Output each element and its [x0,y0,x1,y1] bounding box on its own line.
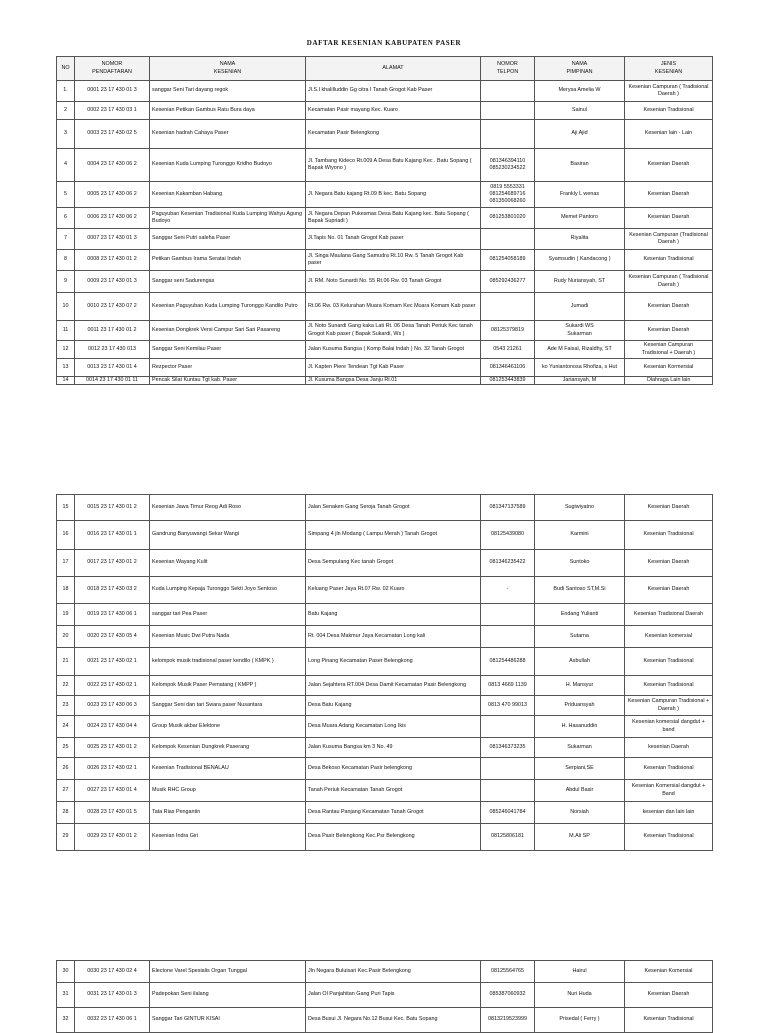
address: Jl. RM. Noto Sunardi No. 55 Rt.06 Rw. 03 Tanah Grogot [306,271,481,293]
row-number: 17 [57,550,75,577]
registry-table-3 [56,960,713,1033]
table-row [57,149,713,182]
art-type: Kesenian Daerah [625,208,713,229]
address: Jl. Noto Sunardi Gang kaka Lati Rt. 06 Desa Tanah Periuk Kec tanah Grogot Kab paser ( Bapak Sukardi, Ws ) [306,321,481,341]
table-row [57,321,713,341]
phone-number: 0819 5553331 [490,183,525,190]
registration-number: 0003 23 17 430 02 5 [75,120,150,149]
phone-number: 081350068260 [489,198,526,205]
row-number: 12 [57,341,75,359]
art-group-name: sanggar Seni Tari dayang regok [150,81,306,102]
table-row [57,208,713,229]
art-group-name: Kelompok Kesenian Dungkrek Paserang [150,738,306,758]
leader-name: Prisedal ( Ferry ) [535,1008,625,1033]
row-number: 16 [57,521,75,550]
registration-number: 0011 23 17 430 01 2 [75,321,150,341]
phone-number: 085387060932 [489,991,526,998]
row-number: 25 [57,738,75,758]
phone-cell [481,676,535,696]
header-row [57,57,713,81]
table-row [57,550,713,577]
art-group-name: Kesenian Wayang Kulit [150,550,306,577]
address: Jalan Ol Panjahitan Gang Puri Tapis [306,983,481,1008]
registration-number: 0029 23 17 430 01 2 [75,824,150,851]
art-group-name: Sanggar Seni Kemilau Paser [150,341,306,359]
phone-cell [481,961,535,983]
phone-cell [481,321,535,341]
address: Long Pinang Kecamatan Paser Belengkong [306,648,481,676]
phone-cell [481,577,535,604]
registration-number: 0025 23 17 430 01 2 [75,738,150,758]
phone-number: 081347137589 [489,503,526,510]
leader-name: Jumadi [535,293,625,321]
address: Kecamatan Pasir Belengkong [306,120,481,149]
art-group-name: Kesenian Music Dwi Putra Nada [150,626,306,648]
phone-number: 081346235422 [489,559,526,566]
header-nomor-telpon: NOMOR TELPON [481,57,535,81]
table-row [57,521,713,550]
row-number: 3 [57,120,75,149]
art-type: Kesenian Tradisional [625,676,713,696]
row-number: 11 [57,321,75,341]
art-group-name: Kuda Lumping Kepaja Turonggo Sekti Joyo Sentoso [150,577,306,604]
registration-number: 0001 23 17 430 01 3 [75,81,150,102]
table-row [57,961,713,983]
art-type: Kesenian Daerah [625,149,713,182]
address: Jl.S.I khalilluddin Gg citra I Tanah Grogot Kab Paser [306,81,481,102]
row-number: 14 [57,377,75,385]
row-number: 30 [57,961,75,983]
leader-name: Nuri Huda [535,983,625,1008]
table-row [57,271,713,293]
table-row [57,229,713,250]
art-group-name: Kesenian Petikan Gambus Ratu Bura daya [150,102,306,120]
phone-cell [481,626,535,648]
phone-number: 081346394110 [489,157,526,164]
leader-name: Sukardi WS Sukarman [535,321,625,341]
row-number: 18 [57,577,75,604]
address: Desa Sempulang Kec tanah Grogot [306,550,481,577]
phone-cell [481,120,535,149]
address: Jl.Tapis No. 01 Tanah Grogot Kab paser [306,229,481,250]
phone-cell [481,758,535,780]
leader-name: Rudy Nuriansyah, ST [535,271,625,293]
row-number: 4 [57,149,75,182]
leader-name: Memet Pantoro [535,208,625,229]
phone-cell [481,983,535,1008]
address: Simpang 4 jln Modang ( Lampu Merah ) Tanah Grogot [306,521,481,550]
art-type: Kesenian Daerah [625,182,713,208]
registration-number: 0009 23 17 430 01 3 [75,271,150,293]
phone-cell [481,824,535,851]
registration-number: 0022 23 17 430 02 1 [75,676,150,696]
table-row [57,293,713,321]
art-group-name: Kesenian Indra Giri [150,824,306,851]
phone-cell [481,81,535,102]
table-row [57,604,713,626]
registration-number: 0010 23 17 430 07 2 [75,293,150,321]
address: Desa Pasir Belengkong Kec.Psr Belengkong [306,824,481,851]
leader-name: Priduansyah [535,696,625,716]
art-group-name: Kelompok Musik Paser Pematang ( KMPP ) [150,676,306,696]
phone-number: 085246041784 [489,808,526,815]
registration-number: 0012 23 17 430 013 [75,341,150,359]
art-group-name: Kesenian Jawa Timur Reog Adi Roso [150,495,306,521]
leader-name: Ade M Faisal, Rizaldhy, ST [535,341,625,359]
art-type: Kesenian Daerah [625,293,713,321]
registration-number: 0024 23 17 430 04 4 [75,716,150,738]
row-number: 26 [57,758,75,780]
art-group-name: Gandrung Banyuwangi Sekar Wangi [150,521,306,550]
phone-cell [481,182,535,208]
phone-cell [481,604,535,626]
phone-number: 08125439080 [491,531,524,538]
row-number: 24 [57,716,75,738]
address: Desa Busui Jl. Negara No.12 Busui Kec. Batu Sopang [306,1008,481,1033]
phone-number: 081253801020 [489,214,526,221]
row-number: 28 [57,802,75,824]
phone-number: 081253443839 [489,377,526,383]
art-type: Kesenian Tradisional [625,250,713,271]
art-group-name: Sanggar Seni Putri saleha Paser [150,229,306,250]
table-row [57,182,713,208]
phone-number: 0813 4669 1139 [488,681,527,688]
document-title: DAFTAR KESENIAN KABUPATEN PASER [306,39,462,47]
address: Desa Rantau Panjang Kecamatan Tanah Grogot [306,802,481,824]
registration-number: 0026 23 17 430 02 1 [75,758,150,780]
phone-number: 081254058189 [489,256,526,263]
art-type: Kesenian Daerah [625,495,713,521]
row-number: 1. [57,81,75,102]
table-row [57,120,713,149]
phone-cell [481,359,535,377]
phone-number: - [506,586,509,593]
registration-number: 0017 23 17 430 01 2 [75,550,150,577]
table-row [57,359,713,377]
leader-name: Sugiwiyatno [535,495,625,521]
phone-number: 0813219523999 [488,1016,527,1023]
phone-number: 0813 470 99013 [488,701,527,708]
address: Jalan Kusuma Bangsa km 3 No. 49 [306,738,481,758]
address: Jl. Negara Depan Pukesmas Desa Batu Kajang kec. Batu Sopang ( Bapak Supriadi ) [306,208,481,229]
phone-cell [481,149,535,182]
art-type: Kesenian Komersial dangdut + Band [625,780,713,802]
phone-cell [481,208,535,229]
art-group-name: Tata Rias Pengantin [150,802,306,824]
address: Jl. Singa Maulana Gang Samudra Rt.10 Rw. 5 Tanah Grogot Kab paser [306,250,481,271]
registration-number: 0015 23 17 430 01 2 [75,495,150,521]
leader-name: Endang Yulianti [535,604,625,626]
art-type: Kesenian Tradisional [625,102,713,120]
leader-name: H. Mansyur [535,676,625,696]
row-number: 2 [57,102,75,120]
registration-number: 0031 23 17 430 01 3 [75,983,150,1008]
art-type: Kesenian Campuran Tradisional + Daerah ) [625,696,713,716]
art-group-name: Kesenian Tradisional BENALAU [150,758,306,780]
registration-number: 0028 23 17 430 01 5 [75,802,150,824]
art-type: Kesenian Tradisional [625,648,713,676]
art-group-name: Group Musik akbar Elektone [150,716,306,738]
registration-number: 0016 23 17 430 01 1 [75,521,150,550]
leader-name: Hairul [535,961,625,983]
leader-name: Basiran [535,149,625,182]
table-row [57,716,713,738]
address: Jalan Kusuma Bangsa ( Komp Balai Indah ) No. 32 Tanah Grogot [306,341,481,359]
header-alamat: ALAMAT [306,57,481,81]
phone-cell [481,1008,535,1033]
art-type: Kesenian Tradisional [625,1008,713,1033]
table-row [57,626,713,648]
registration-number: 0005 23 17 430 06 2 [75,182,150,208]
leader-name: Suntoko [535,550,625,577]
leader-name: Jariansyah, M [535,377,625,385]
table-row [57,983,713,1008]
row-number: 21 [57,648,75,676]
table-row [57,250,713,271]
leader-name: Asbullah [535,648,625,676]
art-type: Kesenian Tradisional [625,758,713,780]
phone-cell [481,738,535,758]
art-group-name: Kesenian Kakamban Habang [150,182,306,208]
phone-number: 081346461106 [489,363,526,370]
row-number: 7 [57,229,75,250]
row-number: 10 [57,293,75,321]
address: Jl. Tambang Kideco Rt.009 A Desa Batu Kajang Kec . Batu Sopang ( Bapak Wiyono ) [306,149,481,182]
registration-number: 0007 23 17 430 01 3 [75,229,150,250]
leader-name: Riyalita [535,229,625,250]
art-type: Kesenian Campuran Tradisional + Daerah ) [625,341,713,359]
registration-number: 0020 23 17 430 05 4 [75,626,150,648]
phone-number: 085230234522 [489,165,526,171]
leader-name: Aji Ajid [535,120,625,149]
registration-number: 0018 23 17 430 03 2 [75,577,150,604]
row-number: 15 [57,495,75,521]
phone-number: 081254486288 [489,657,526,664]
art-group-name: Petikan Gambus Irama Seratai Indah [150,250,306,271]
header-nama-pimpinan: NAMA PIMPINAN [535,57,625,81]
registration-number: 0021 23 17 430 02 1 [75,648,150,676]
leader-name: Abdul Basir [535,780,625,802]
phone-cell [481,648,535,676]
table-row [57,696,713,716]
art-type: Kesenian Tradisional Daerah [625,604,713,626]
table-row [57,824,713,851]
header-jenis-kesenian: JENIS KESENIAN [625,57,713,81]
header-nomor-pendaftaran: NOMOR PENDAFTARAN [75,57,150,81]
address: Desa Bekoso Kecamatan Pasir belengkong [306,758,481,780]
phone-cell [481,271,535,293]
phone-cell [481,250,535,271]
art-group-name: Sanggar seni Sadurengas [150,271,306,293]
address: Kecamatan Pasir mayang Kec. Kuaro [306,102,481,120]
table-row [57,577,713,604]
table-row [57,758,713,780]
art-type: Kesenian Tradisional [625,824,713,851]
art-type: Kesenian Daerah [625,983,713,1008]
address: Jln Negara Buluisari Kec.Pasir Belengkong [306,961,481,983]
table-row [57,81,713,102]
row-number: 6 [57,208,75,229]
registration-number: 0006 23 17 430 06 2 [75,208,150,229]
table-row [57,377,713,385]
art-group-name: Paguyuban Kesenian Tradisional Kuda Lumping Wahyu Agung Budoyo [150,208,306,229]
row-number: 9 [57,271,75,293]
table-row [57,780,713,802]
address: Keluang Paser Jaya Rt.07 Rw. 02 Kuaro [306,577,481,604]
row-number: 22 [57,676,75,696]
table-row [57,341,713,359]
address: Desa Muara Adang Kecamatan Long Ikis [306,716,481,738]
phone-number: 08125379819 [491,326,524,333]
art-type: Kesenian Campuran (Tradisional Daerah ) [625,229,713,250]
row-number: 19 [57,604,75,626]
art-group-name: Kesenian Kuda Lumping Turonggo Kridho Budoyo [150,149,306,182]
registration-number: 0008 23 17 430 01 2 [75,250,150,271]
registration-number: 0027 23 17 430 01 4 [75,780,150,802]
art-type: Kesenian Campuran ( Tradisional Daerah ) [625,81,713,102]
registration-number: 0002 23 17 430 03 1 [75,102,150,120]
address: Desa Batu Kajang [306,696,481,716]
phone-cell [481,341,535,359]
leader-name: Merysa Amelia W [535,81,625,102]
phone-cell [481,293,535,321]
phone-cell [481,377,535,385]
leader-name: Karmini [535,521,625,550]
phone-cell [481,802,535,824]
art-type: kesenian Daerah [625,738,713,758]
leader-name: ko Yuniantonosa Rhofiza, s Hut [535,359,625,377]
leader-name: Sainul [535,102,625,120]
art-group-name: kelompok musik tradisional paser kendilo ( KMPK ) [150,648,306,676]
phone-cell [481,521,535,550]
art-group-name: Kesenian Paguyuban Kuda Lumping Turonggo Kandilo Putro [150,293,306,321]
art-type: Kesenian Komersial [625,961,713,983]
table-row [57,676,713,696]
art-type: Kesenian komersial dangdut + band [625,716,713,738]
address: Jl. Kusuma Bangsa Desa Janju Rt.01 [306,377,481,385]
art-type: Kesenian Daerah [625,577,713,604]
leader-name: Serpiani,SE [535,758,625,780]
leader-name: Sutarna [535,626,625,648]
art-group-name: Sanggar Tari GINTUR KISAI [150,1008,306,1033]
address: Tanah Periuk Kecamatan Tanah Grogot [306,780,481,802]
leader-name: H. Hasanuddin [535,716,625,738]
leader-name: Syamsudin ( Kandacong ) [535,250,625,271]
address: Batu Kajang [306,604,481,626]
row-number: 23 [57,696,75,716]
art-group-name: sanggar tari Pea Paser [150,604,306,626]
phone-number: 08125806181 [491,833,524,840]
row-number: 13 [57,359,75,377]
art-group-name: Sanggar Seni dan tari Swara paser Nusantara [150,696,306,716]
phone-cell [481,102,535,120]
registration-number: 0004 23 17 430 06 2 [75,149,150,182]
phone-cell [481,780,535,802]
registration-number: 0032 23 17 430 06 1 [75,1008,150,1033]
table-row [57,102,713,120]
row-number: 5 [57,182,75,208]
address: Jalan Sejahtera RT.004 Desa Damit Kecamatan Pasir Belengkong [306,676,481,696]
address: Jl. Negara Batu kajang Rt.09 B kec. Batu Sopang [306,182,481,208]
art-type: Kesenian Daerah [625,550,713,577]
art-type: Kesenian Kormersial [625,359,713,377]
phone-cell [481,229,535,250]
art-group-name: Padepokan Seni ilalang [150,983,306,1008]
row-number: 31 [57,983,75,1008]
art-type: Kesenian Daerah [625,321,713,341]
art-type: Olahraga Lain lain [625,377,713,385]
leader-name: Frankly L wenas [535,182,625,208]
registration-number: 0019 23 17 430 06 1 [75,604,150,626]
registration-number: 0014 23 17 430 01 11 [75,377,150,385]
address: Jl. Kapten Piere Tendean Tgt Kab Paser [306,359,481,377]
registry-table-2 [56,494,713,851]
art-type: Kesenian Tradisional [625,521,713,550]
registration-number: 0023 23 17 430 06 3 [75,696,150,716]
art-type: kesenian dan lain lain [625,802,713,824]
address: Rt. 004 Desa Makmur Jaya Kecamatan Long kali [306,626,481,648]
art-group-name: Pencak Silat Kuntau Tgt kab. Paser [150,377,306,385]
table-row [57,802,713,824]
table-row [57,738,713,758]
registration-number: 0030 23 17 430 02 4 [75,961,150,983]
phone-number: 081254689716 [489,190,526,197]
leader-name: M.Ali SP [535,824,625,851]
phone-cell [481,550,535,577]
table-row [57,648,713,676]
row-number: 29 [57,824,75,851]
leader-name: Budi Santoso ST,M.Si [535,577,625,604]
row-number: 8 [57,250,75,271]
phone-number: 08125564765 [491,967,524,974]
row-number: 27 [57,780,75,802]
art-group-name: Electone Varel Spesialis Organ Tunggal [150,961,306,983]
leader-name: Norsiah [535,802,625,824]
art-group-name: Musik RHC Group [150,780,306,802]
phone-cell [481,495,535,521]
art-type: Kesenian komersial [625,626,713,648]
art-group-name: Kesenian hadrah Cahaya Paser [150,120,306,149]
table-row [57,495,713,521]
table-row [57,1008,713,1033]
art-type: Kesenian Campuran ( Tradisional Daerah ) [625,271,713,293]
phone-number: 0543 21261 [493,345,522,352]
phone-number: 085292436277 [489,277,526,284]
phone-cell [481,696,535,716]
row-number: 32 [57,1008,75,1033]
art-type: Kesenian lain - Lain [625,120,713,149]
address: Jalan Senaken Gang Seroja Tanah Grogot [306,495,481,521]
address: Rt.06 Rw. 03 Kelurahan Muara Komam Kec Muara Komam Kab paser [306,293,481,321]
registration-number: 0013 23 17 430 01 4 [75,359,150,377]
phone-cell [481,716,535,738]
header-no: NO [57,57,75,81]
header-nama-kesenian: NAMA KESENIAN [150,57,306,81]
leader-name: Sukarman [535,738,625,758]
row-number: 20 [57,626,75,648]
art-group-name: Rezpector Paser [150,359,306,377]
registry-table-1 [56,56,713,385]
art-group-name: Kesenian Dongkrek Versi Campur Sari Sari Pasareng [150,321,306,341]
phone-number: 081346373235 [489,743,526,750]
